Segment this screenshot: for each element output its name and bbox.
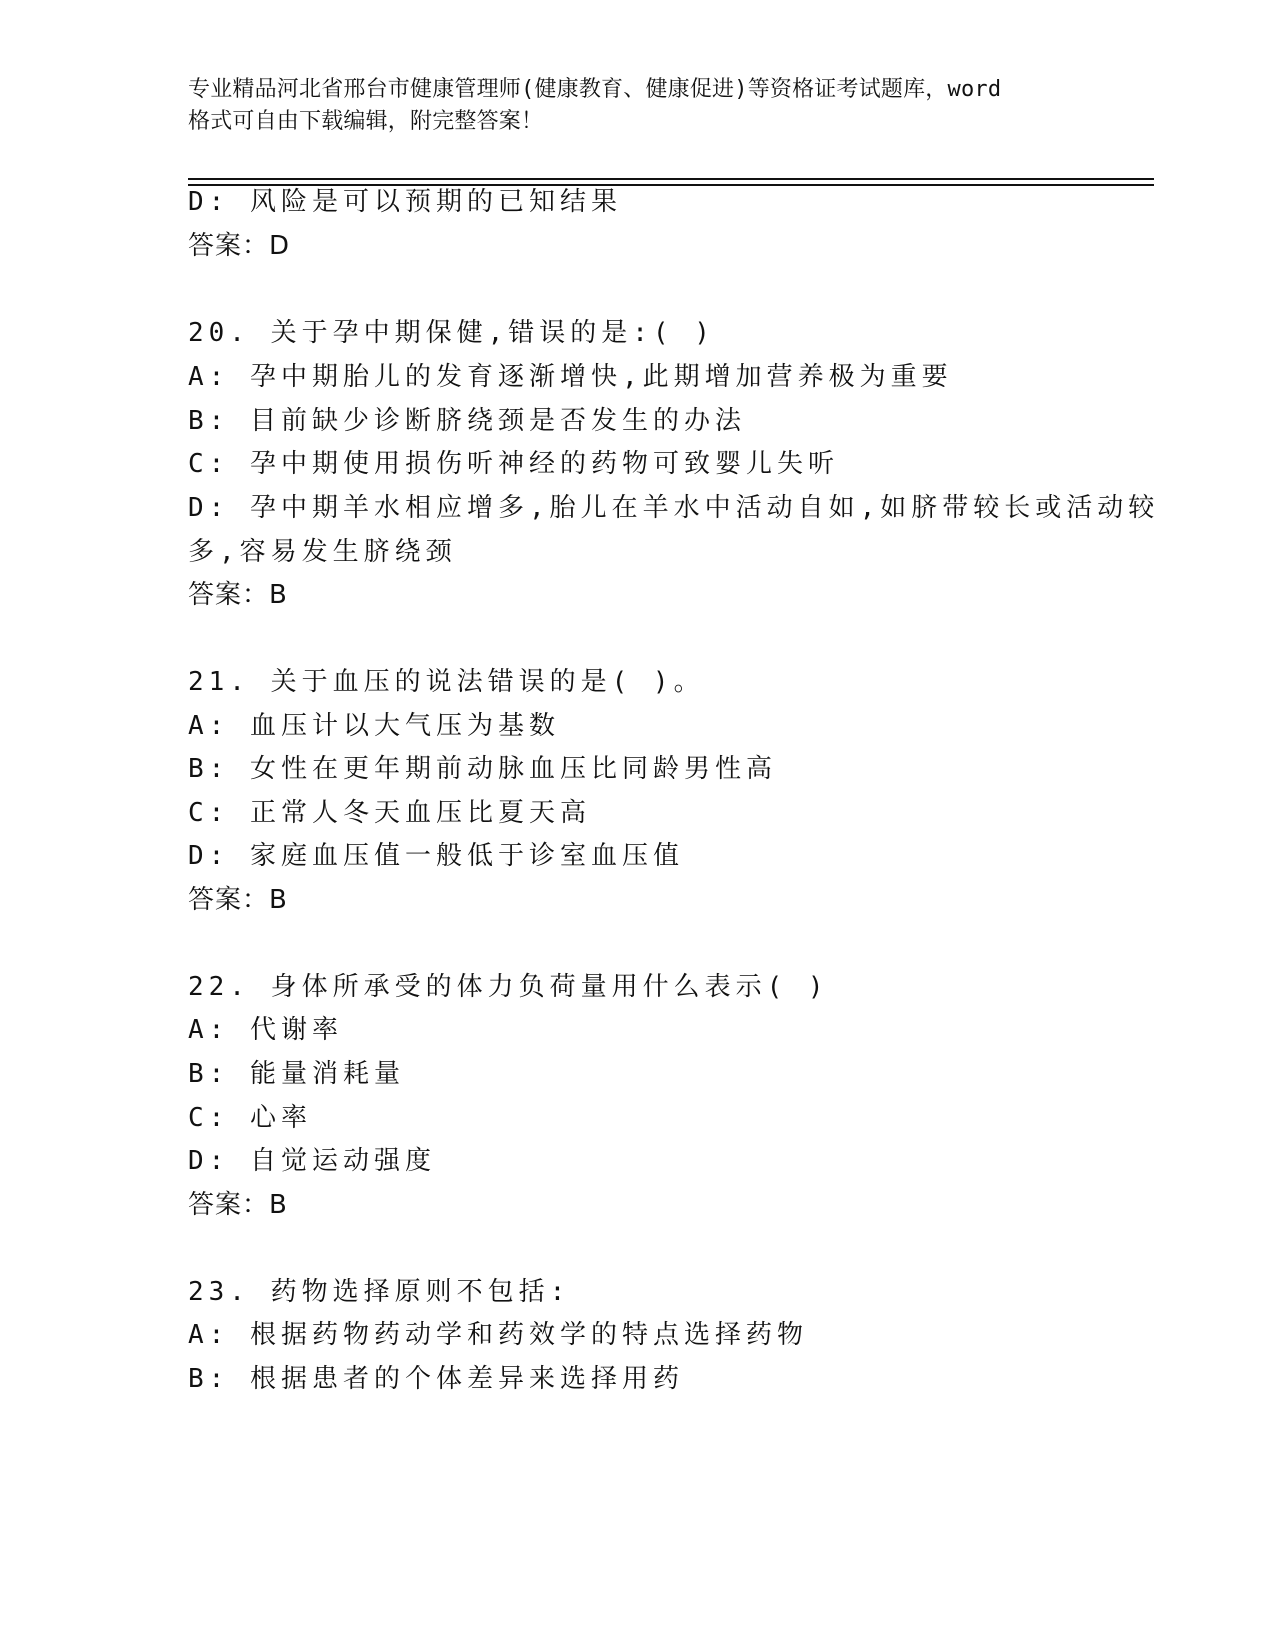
header-line-2: 格式可自由下载编辑，附完整答案！ [188, 109, 544, 134]
q23-option-a: A: 根据药物药动学和药效学的特点选择药物 [188, 1320, 808, 1350]
header-line-1: 专业精品河北省邢台市健康管理师(健康教育、健康促进)等资格证考试题库，word [188, 77, 1002, 102]
q21-option-a: A: 血压计以大气压为基数 [188, 711, 560, 741]
q20-answer: 答案：B [188, 580, 288, 610]
document-header [188, 74, 1118, 138]
q21-option-b: B: 女性在更年期前动脉血压比同龄男性高 [188, 754, 777, 784]
q22-option-a: A: 代谢率 [188, 1015, 343, 1045]
q22-question: 22. 身体所承受的体力负荷量用什么表示( ) [188, 972, 829, 1002]
q19-answer: 答案：D [188, 231, 291, 261]
q20-option-d-line-1: D: 孕中期羊水相应增多,胎儿在羊水中活动自如,如脐带较长或活动较 [188, 493, 1160, 523]
q20-option-c: C: 孕中期使用损伤听神经的药物可致婴儿失听 [188, 449, 839, 479]
q22-option-b: B: 能量消耗量 [188, 1059, 405, 1089]
q21-option-c: C: 正常人冬天血压比夏天高 [188, 798, 591, 828]
q20-option-b: B: 目前缺少诊断脐绕颈是否发生的办法 [188, 406, 746, 436]
q23-question: 23. 药物选择原则不包括: [188, 1277, 571, 1307]
q23-option-b: B: 根据患者的个体差异来选择用药 [188, 1364, 684, 1394]
q22-option-d: D: 自觉运动强度 [188, 1146, 436, 1176]
q19-option-d: D: 风险是可以预期的已知结果 [188, 187, 622, 217]
q21-option-d: D: 家庭血压值一般低于诊室血压值 [188, 841, 684, 871]
q22-answer: 答案：B [188, 1190, 288, 1220]
q20-question: 20. 关于孕中期保健,错误的是:( ) [188, 318, 715, 348]
q21-answer: 答案：B [188, 885, 288, 915]
q21-question: 21. 关于血压的说法错误的是( )。 [188, 667, 705, 697]
q20-option-d-line-2: 多,容易发生脐绕颈 [188, 537, 457, 567]
q22-option-c: C: 心率 [188, 1103, 312, 1133]
q20-option-a: A: 孕中期胎儿的发育逐渐增快,此期增加营养极为重要 [188, 362, 953, 392]
header-divider-top [188, 178, 1154, 180]
